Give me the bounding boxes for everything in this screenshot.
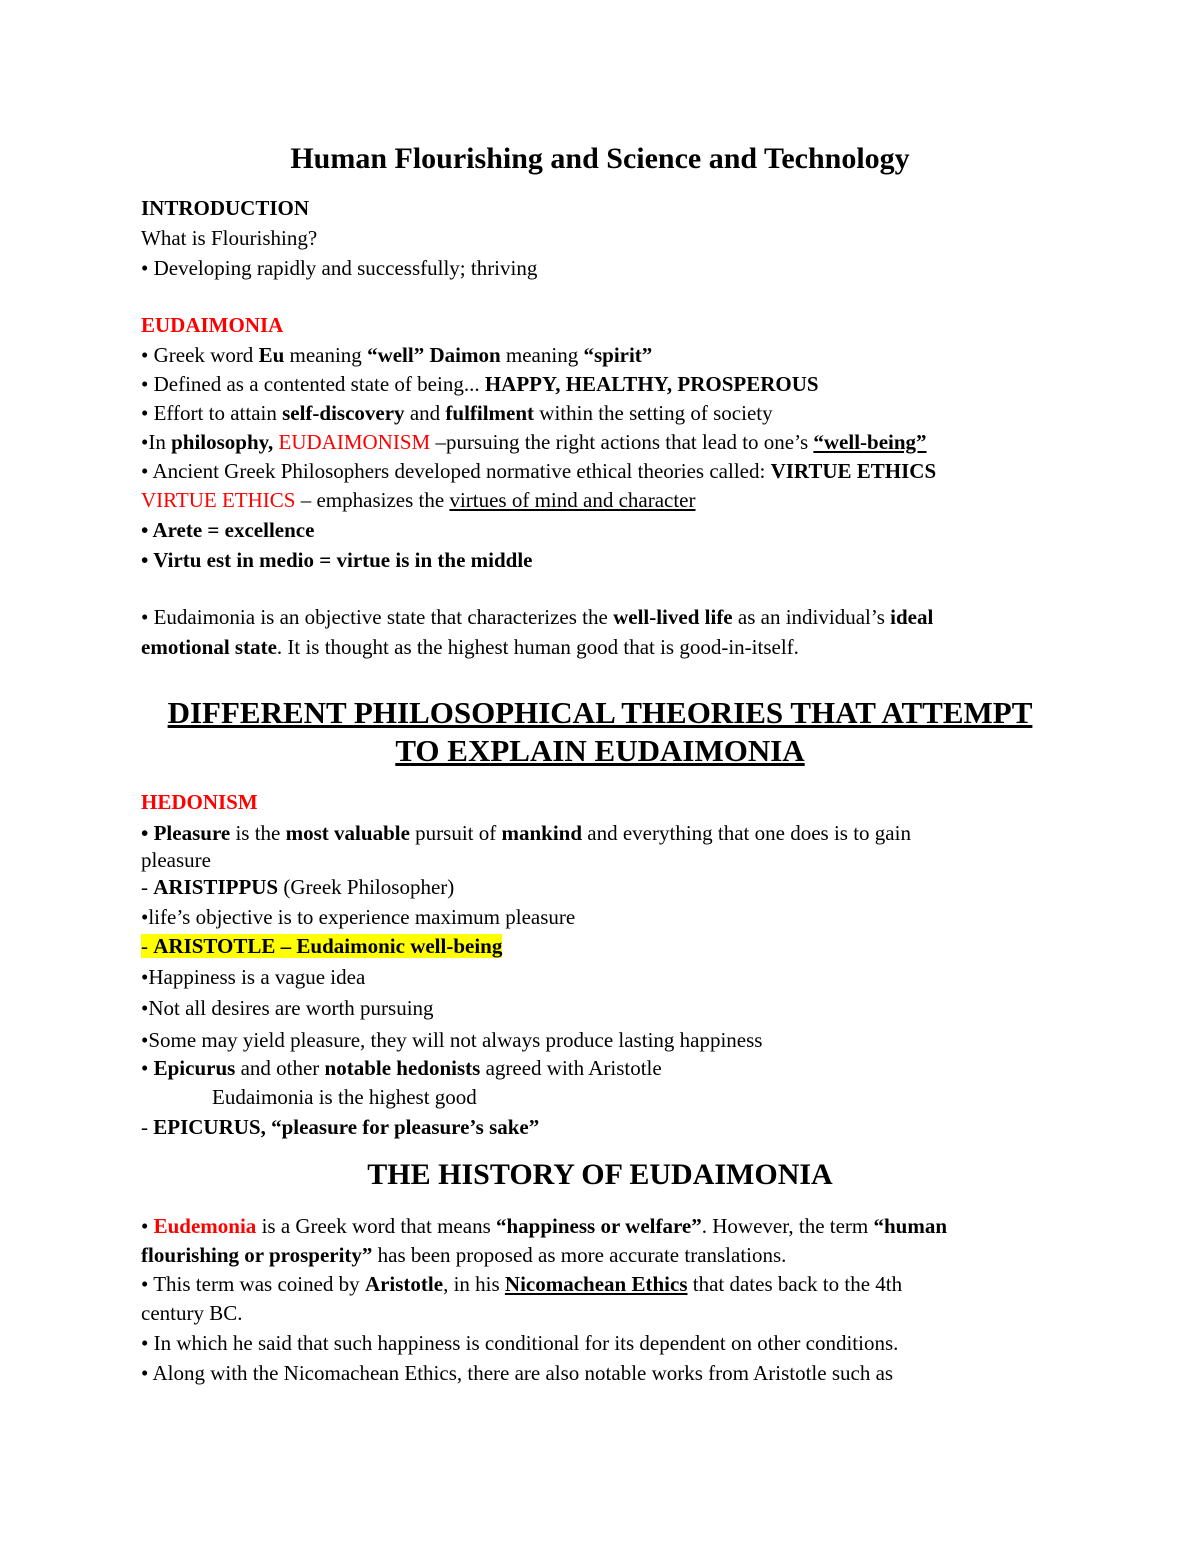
history-line-2: flourishing or prosperity” has been proposed as more accurate translations. bbox=[141, 1243, 787, 1267]
highest-good-line: Eudaimonia is the highest good bbox=[212, 1085, 477, 1109]
eudaimonia-line-2: • Defined as a contented state of being... HAPPY, HEALTHY, PROSPEROUS bbox=[141, 372, 819, 396]
aristotle-line: - ARISTOTLE – Eudaimonic well-being bbox=[141, 934, 503, 958]
intro-heading: INTRODUCTION bbox=[141, 196, 310, 220]
eudaimonia-line-3: • Effort to attain self-discovery and fulfilment within the setting of society bbox=[141, 401, 773, 425]
arete-line: • Arete = excellence bbox=[141, 518, 315, 542]
virtu-line: • Virtu est in medio = virtue is in the middle bbox=[141, 548, 533, 572]
epicurus-agreed-line: • Epicurus and other notable hedonists agreed with Aristotle bbox=[141, 1056, 662, 1080]
history-line-5: • In which he said that such happiness is conditional for its dependent on other conditions. bbox=[141, 1331, 899, 1355]
document-title: Human Flourishing and Science and Technology bbox=[290, 142, 910, 175]
intro-bullet: • Developing rapidly and successfully; thriving bbox=[141, 256, 538, 280]
epicurus-line: - EPICURUS, “pleasure for pleasure’s sake” bbox=[141, 1115, 540, 1139]
section-heading-history: THE HISTORY OF EUDAIMONIA bbox=[367, 1158, 833, 1191]
history-line-6: • Along with the Nicomachean Ethics, there are also notable works from Aristotle such as bbox=[141, 1361, 894, 1385]
aristippus-line: - ARISTIPPUS (Greek Philosopher) bbox=[141, 875, 455, 899]
eudaimonia-line-5: • Ancient Greek Philosophers developed normative ethical theories called: VIRTUE ETHICS bbox=[141, 459, 937, 483]
hedonism-heading: HEDONISM bbox=[141, 790, 258, 814]
aristotle-point-2: •Not all desires are worth pursuing bbox=[141, 996, 434, 1020]
intro-question: What is Flourishing? bbox=[141, 226, 318, 250]
aristotle-point-1: •Happiness is a vague idea bbox=[141, 965, 366, 989]
history-line-4: century BC. bbox=[141, 1301, 243, 1325]
hedonism-line-1: • Pleasure is the most valuable pursuit of mankind and everything that one does is to gain bbox=[141, 821, 911, 845]
eudaimonia-line-4: •In philosophy, EUDAIMONISM –pursuing the right actions that lead to one’s “well-being” bbox=[141, 430, 927, 454]
virtue-ethics-line: VIRTUE ETHICS – emphasizes the virtues of mind and character bbox=[141, 488, 696, 512]
history-line-1: • Eudemonia is a Greek word that means “happiness or welfare”. However, the term “human bbox=[141, 1214, 948, 1238]
history-line-3: • This term was coined by Aristotle, in his Nicomachean Ethics that dates back to the 4th bbox=[141, 1272, 903, 1296]
eudaimonia-line-1: • Greek word Eu meaning “well” Daimon meaning “spirit” bbox=[141, 343, 653, 367]
section-heading-theories-line-1: DIFFERENT PHILOSOPHICAL THEORIES THAT ATTEMPT bbox=[167, 695, 1033, 730]
eudaimonia-paragraph-line-2: emotional state. It is thought as the highest human good that is good-in-itself. bbox=[141, 635, 799, 659]
eudaimonia-heading: EUDAIMONIA bbox=[141, 313, 284, 337]
hedonism-line-1-cont: pleasure bbox=[141, 848, 211, 872]
aristotle-point-3: •Some may yield pleasure, they will not always produce lasting happiness bbox=[141, 1028, 763, 1052]
eudaimonia-paragraph-line-1: • Eudaimonia is an objective state that characterizes the well-lived life as an individual’s ideal bbox=[141, 605, 934, 629]
aristippus-objective: •life’s objective is to experience maximum pleasure bbox=[141, 905, 576, 929]
section-heading-theories-line-2: TO EXPLAIN EUDAIMONIA bbox=[395, 733, 805, 768]
